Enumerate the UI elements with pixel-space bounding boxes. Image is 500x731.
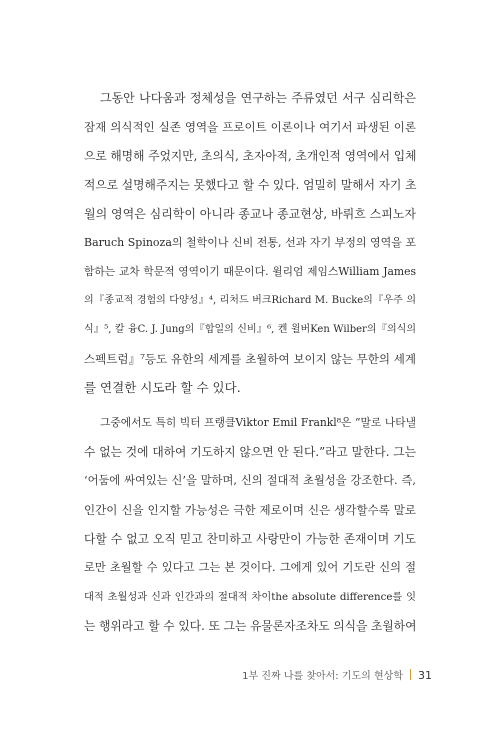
body-line: 인간이 신을 인지할 가능성은 극한 제로이며 신은 생각할수록 말로 xyxy=(84,503,416,517)
body-line: 수 없는 것에 대하여 기도하지 않으면 안 된다.”라고 말한다. 그는 xyxy=(84,445,416,459)
body-line: 를 연결한 시도라 할 수 있다. xyxy=(84,380,241,395)
body-line: 잠재 의식적인 실존 영역을 프로이트 이론이나 여기서 파생된 이론 xyxy=(84,120,416,134)
page-number: 31 xyxy=(418,669,432,682)
body-line: ‘어둠에 싸여있는 신’을 말하며, 신의 절대적 초월성을 강조한다. 즉, xyxy=(84,474,416,487)
body-line: 함하는 교차 학문적 영역이기 때문이다. 윌리엄 제임스William James xyxy=(84,265,416,278)
body-line: 는 행위라고 할 수 있다. 또 그는 유물론자조차도 의식을 초월하여 xyxy=(84,619,417,633)
body-line: 월의 영역은 심리학이 아니라 종교나 종교현상, 바뤼흐 스피노자 xyxy=(84,207,416,221)
footer-divider xyxy=(410,669,411,680)
body-line: 스펙트럼』⁷등도 유한의 세계를 초월하여 보이지 않는 무한의 세계 xyxy=(84,352,416,366)
body-line: 다할 수 없고 오직 믿고 찬미하고 사랑만이 가능한 존재이며 기도 xyxy=(84,532,416,546)
body-line: 식』⁵, 칼 융C. J. Jung의『합일의 신비』⁶, 켄 윌버Ken Wilber의『의식의 xyxy=(84,324,416,335)
body-line: 로만 초월할 수 있다고 그는 본 것이다. 그에게 있어 기도란 신의 절 xyxy=(84,561,416,574)
body-line: Baruch Spinoza의 철학이나 신비 전통, 선과 자기 부정의 영역을 포 xyxy=(84,236,416,249)
body-line: 대적 초월성과 신과 인간과의 절대적 차이the absolute difference를 잇 xyxy=(84,591,416,603)
body-line: 적으로 설명해주지는 못했다고 할 수 있다. 엄밀히 말해서 자기 초 xyxy=(84,178,417,192)
running-head: 1부 진짜 나를 찾아서: 기도의 현상학 xyxy=(242,671,403,682)
body-line: 의『종교적 경험의 다양성』⁴, 리처드 버크Richard M. Bucke의『우주 의 xyxy=(84,295,416,306)
page-footer xyxy=(242,668,432,684)
body-line: 그중에서도 특히 빅터 프랭클Viktor Emil Frankl⁸은 “말로 나타낼 xyxy=(100,416,416,429)
body-line: 그동안 나다움과 정체성을 연구하는 주류였던 서구 심리학은 xyxy=(100,91,416,105)
body-line: 으로 해명해 주었지만, 초의식, 초자아적, 초개인적 영역에서 입체 xyxy=(84,149,417,163)
